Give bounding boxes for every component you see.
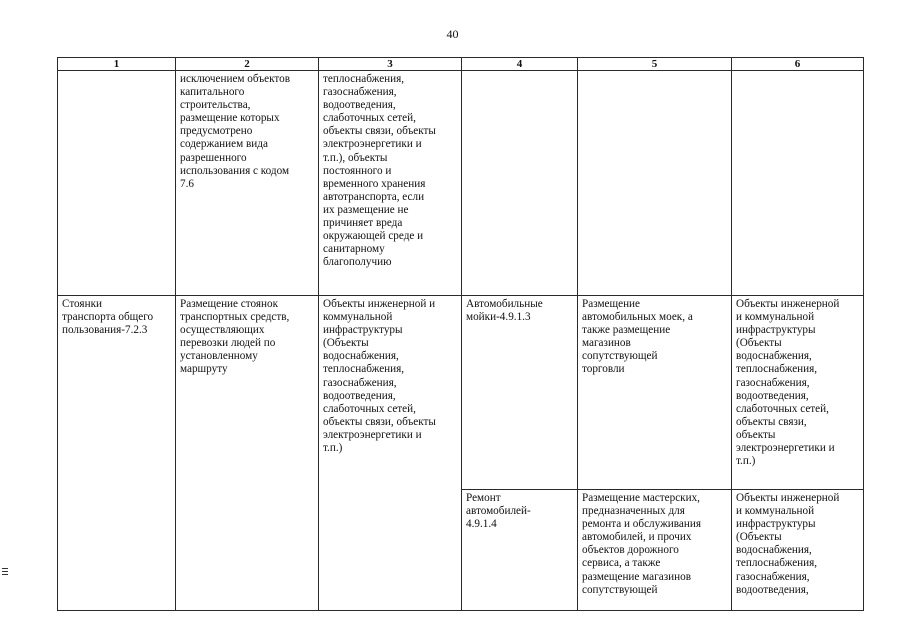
cell-text: Объекты инженерной и коммунальной инфраструктуры (Объекты водоснабжения, теплоснабжения, газоснабжения, водоотведения, — [736, 492, 840, 596]
zoning-table — [57, 57, 864, 611]
cell-text: Стоянки транспорта общего пользования-7.2.3 — [62, 298, 154, 337]
table-cell — [462, 296, 578, 490]
table-row — [58, 296, 864, 490]
cell-text: Размещение стоянок транспортных средств, осуществляющих перевозки людей по установленному маршруту — [180, 298, 290, 376]
table-cell — [58, 296, 176, 611]
cell-text: Размещение автомобильных моек, а также размещение магазинов сопутствующей торговли — [582, 298, 693, 376]
table-cell — [732, 490, 864, 611]
table-cell — [176, 296, 319, 611]
table-cell — [462, 71, 578, 296]
table-cell — [462, 490, 578, 611]
page-number: 40 — [446, 27, 459, 41]
table-cell — [578, 71, 732, 296]
cell-text: Объекты инженерной и коммунальной инфраструктуры (Объекты водоснабжения, теплоснабжения, газоснабжения, водоотведения, слаботочных сетей, объекты связи, объекты электроэнергетики и т.п.) — [736, 298, 840, 468]
table-cell — [58, 71, 176, 296]
column-header: 6 — [732, 58, 864, 71]
cell-text: Размещение мастерских, предназначенных для ремонта и обслуживания автомобилей, и прочих объектов дорожного сервиса, а также размещение магазинов сопутствующей — [582, 492, 702, 596]
column-header: 3 — [319, 58, 462, 71]
column-header: 5 — [578, 58, 732, 71]
table-cell — [578, 490, 732, 611]
table-cell — [319, 296, 462, 611]
table-row — [58, 71, 864, 296]
table-cell — [319, 71, 462, 296]
column-header: 1 — [58, 58, 176, 71]
cell-text: теплоснабжения, газоснабжения, водоотведения, слаботочных сетей, объекты связи, объекты электроэнергетики и т.п.), объекты постоянного и временного хранения автотранспорта, если их размещение не причиняет вреда окружающей среде и санитарному благополучию — [323, 73, 436, 269]
scan-edge-mark — [2, 568, 8, 575]
table-header-row — [58, 58, 864, 71]
table-cell — [732, 71, 864, 296]
table-cell — [176, 71, 319, 296]
column-header: 2 — [176, 58, 319, 71]
column-header: 4 — [462, 58, 578, 71]
table-cell — [732, 296, 864, 490]
table-cell — [578, 296, 732, 490]
cell-text: Ремонт автомобилей- 4.9.1.4 — [466, 492, 531, 531]
cell-text: исключением объектов капитального строительства, размещение которых предусмотрено содержанием вида разрешенного использования с кодом 7.6 — [180, 73, 290, 190]
cell-text: Объекты инженерной и коммунальной инфраструктуры (Объекты водоснабжения, теплоснабжения, газоснабжения, водоотведения, слаботочных сетей, объекты связи, объекты электроэнергетики и т.п.) — [323, 298, 436, 455]
cell-text: Автомобильные мойки-4.9.1.3 — [466, 298, 543, 324]
